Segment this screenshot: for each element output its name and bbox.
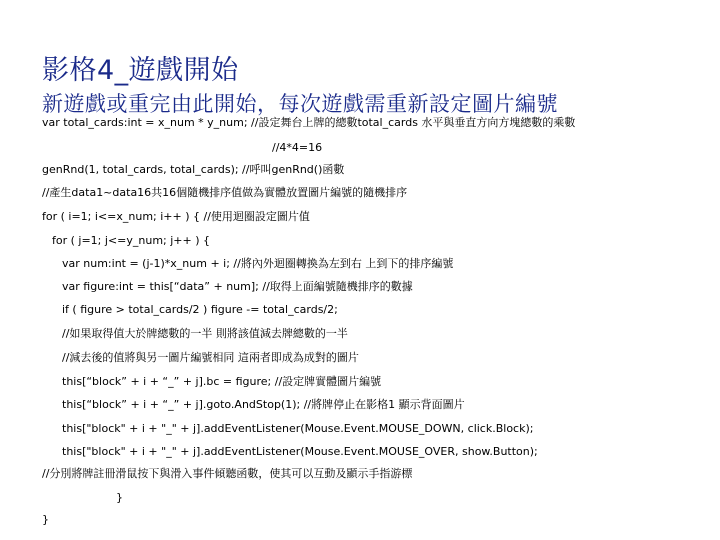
code-line-close-inner: } [116,491,123,504]
code-line-if-figure: if ( figure > total_cards/2 ) figure -= total_cards/2; [62,303,338,316]
code-line-comment-data: //產生data1~data16共16個隨機排序值做為實體放置圖片編號的隨機排序 [42,186,408,199]
code-line-block-bc: this[“block” + i + “_” + j].bc = figure; //設定牌實體圖片編號 [62,375,382,388]
code-line-block-goto: this[“block” + i + “_” + j].goto.AndStop(1); //將牌停止在影格1 顯示背面圖片 [62,398,465,411]
code-line-comment-half: //如果取得值大於牌總數的一半 則將該值減去牌總數的一半 [62,327,348,340]
code-line-comment-4x4: //4*4=16 [272,141,323,154]
slide-title: 影格4_遊戲開始 [42,55,239,86]
code-line-comment-pair: //減去後的值將與另一圖片編號相同 這兩者即成為成對的圖片 [62,351,359,364]
code-line-listener-down: this["block" + i + "_" + j].addEventListener(Mouse.Event.MOUSE_DOWN, click.Block); [62,422,534,435]
code-line-total-cards: var total_cards:int = x_num * y_num; //設定舞台上牌的總數total_cards 水平與垂直方向方塊總數的乘數 [42,116,576,129]
code-line-var-figure: var figure:int = this[“data” + num]; //取得上面編號隨機排序的數據 [62,280,413,293]
code-line-comment-register: //分別將牌註冊滑鼠按下與滑入事件傾聽函數，使其可以互動及顯示手指游標 [42,467,413,480]
slide-subtitle: 新遊戲或重完由此開始，每次遊戲需重新設定圖片編號 [42,92,558,116]
code-line-for-j: for ( j=1; j<=y_num; j++ ) { [52,234,211,247]
code-line-for-i: for ( i=1; i<=x_num; i++ ) { //使用迴圈設定圖片值 [42,210,310,223]
code-line-genrnd: genRnd(1, total_cards, total_cards); //呼叫genRnd()函數 [42,163,345,176]
code-line-var-num: var num:int = (j-1)*x_num + i; //將內外迴圈轉換為左到右 上到下的排序編號 [62,257,454,270]
code-line-close-outer: } [42,513,49,526]
code-line-listener-over: this["block" + i + "_" + j].addEventListener(Mouse.Event.MOUSE_OVER, show.Button); [62,445,538,458]
